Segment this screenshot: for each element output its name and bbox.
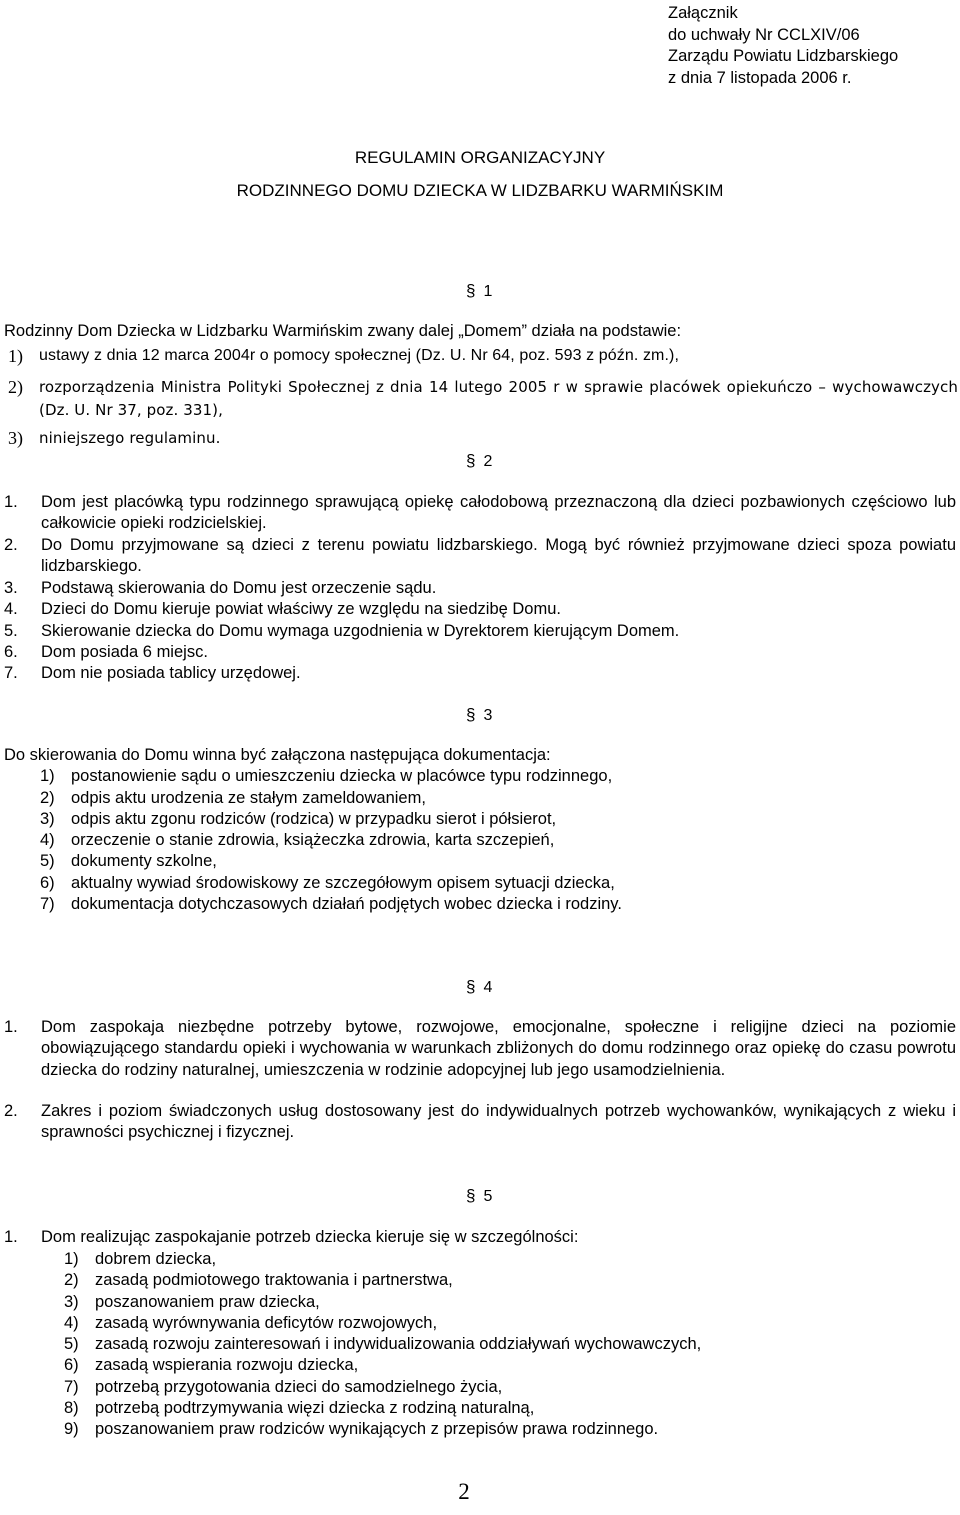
document-subtitle: RODZINNEGO DOMU DZIECKA W LIDZBARKU WARMIŃSKIM [236, 181, 724, 200]
item-number: 2. [4, 536, 18, 554]
item-number: 4) [40, 831, 55, 849]
attachment-line: Załącznik [668, 4, 738, 22]
item-text: zasadą wyrównywania deficytów rozwojowych, [95, 1314, 438, 1332]
item-number: 1) [8, 346, 23, 366]
section-symbol: § [466, 281, 476, 300]
item-text: aktualny wywiad środowiskowy ze szczegółowym opisem sytuacji dziecka, [71, 874, 615, 892]
item-text: Dzieci do Domu kieruje powiat właściwy ze względu na siedzibę Domu. [41, 600, 561, 618]
item-number: 7) [40, 895, 55, 913]
s3-item [40, 829, 940, 851]
item-number: 2) [40, 789, 55, 807]
section-number: 5 [483, 1188, 493, 1205]
item-text: dokumentacja dotychczasowych działań podjętych wobec dziecka i rodziny. [71, 895, 622, 913]
item-text: ustawy z dnia 12 marca 2004r o pomocy społecznej (Dz. U. Nr 64, poz. 593 z późn. zm.), [39, 347, 679, 364]
s5-subitem [64, 1376, 960, 1398]
item-number: 4) [64, 1314, 79, 1332]
item-text: Dom realizując zaspokajanie potrzeb dziecka kieruje się w szczególności: [41, 1228, 579, 1246]
section-symbol: § [466, 1186, 476, 1205]
item-number: 3) [8, 428, 23, 448]
document-title: REGULAMIN ORGANIZACYJNY [354, 148, 606, 167]
item-text: Skierowanie dziecka do Domu wymaga uzgodnienia w Dyrektorem kierującym Domem. [41, 622, 680, 640]
item-text: zasadą podmiotowego traktowania i partnerstwa, [95, 1271, 453, 1289]
item-number: 9) [64, 1420, 79, 1438]
item-text: orzeczenie o stanie zdrowia, książeczka zdrowia, karta szczepień, [71, 831, 555, 849]
s1-item [8, 345, 958, 367]
section-symbol: § [466, 451, 476, 470]
item-text: potrzebą podtrzymywania więzi dziecka z rodziną naturalną, [95, 1399, 535, 1417]
s4-item [4, 1017, 956, 1081]
item-number: 7. [4, 664, 18, 682]
item-text: postanowienie sądu o umieszczeniu dziecka w placówce typu rodzinnego, [71, 767, 613, 785]
item-number: 2) [64, 1271, 79, 1289]
s3-item [40, 893, 940, 915]
section-symbol: § [466, 705, 476, 724]
s3-item [40, 872, 940, 894]
s5-subitem [64, 1269, 960, 1291]
item-number: 6) [40, 874, 55, 892]
section-number: 3 [483, 707, 493, 724]
item-number: 1. [4, 1018, 18, 1036]
item-text: rozporządzenia Ministra Polityki Społecznej z dnia 14 lutego 2005 r w sprawie placówek opiekuńczo – wychowawczych (Dz. U. Nr 37, poz. 331), [39, 378, 958, 419]
item-text: dokumenty szkolne, [71, 852, 217, 870]
item-text: zasadą rozwoju zainteresowań i indywidualizowania oddziaływań wychowawczych, [95, 1335, 702, 1353]
section-symbol: § [466, 977, 476, 996]
item-number: 1. [4, 493, 18, 511]
item-number: 3) [40, 810, 55, 828]
attachment-line: do uchwały Nr CCLXIV/06 [668, 25, 860, 44]
item-text: Dom zaspokaja niezbędne potrzeby bytowe, rozwojowe, emocjonalne, społeczne i religijne dzieci na poziomie obowiązującego standardu opieki i wychowania w warunkach zbliżonych do domu rodzinnego oraz opiekę do czasu powrotu dziecka do rodziny naturalnej, umieszczenia w rodzinie adopcyjnej lub jego usamodzielnienia. [41, 1018, 956, 1079]
s5-subitem [64, 1248, 960, 1270]
item-text: Dom nie posiada tablicy urzędowej. [41, 664, 301, 682]
s2-item [4, 598, 956, 620]
item-number: 3) [64, 1293, 79, 1311]
s2-item [4, 492, 956, 534]
s3-intro: Do skierowania do Domu winna być załączona następująca dokumentacja: [4, 746, 551, 764]
s3-item [40, 765, 940, 787]
attachment-line: z dnia 7 listopada 2006 r. [668, 68, 852, 87]
item-number: 5) [40, 852, 55, 870]
section-heading-1 [466, 280, 492, 303]
s3-item [40, 808, 940, 830]
item-text: Dom jest placówką typu rodzinnego sprawującą opiekę całodobową przeznaczoną dla dzieci pozbawionych częściowo lub całkowicie opieki rodzicielskiej. [41, 493, 956, 532]
section-heading-5 [466, 1185, 492, 1208]
s5-subitem [64, 1354, 960, 1376]
s3-item [40, 787, 940, 809]
item-number: 4. [4, 600, 18, 618]
s5-item [4, 1226, 956, 1248]
item-text: dobrem dziecka, [95, 1250, 217, 1268]
s2-item [4, 535, 956, 577]
s2-item [4, 641, 956, 663]
section-number: 2 [483, 453, 493, 470]
item-text: Do Domu przyjmowane są dzieci z terenu powiatu lidzbarskiego. Mogą być również przyjmowane dzieci spoza powiatu lidzbarskiego. [41, 536, 956, 575]
s5-subitem [64, 1291, 960, 1313]
item-number: 8) [64, 1399, 79, 1417]
s1-item [8, 427, 958, 449]
item-text: odpis aktu urodzenia ze stałym zameldowaniem, [71, 789, 426, 807]
page-number: 2 [458, 1479, 470, 1504]
item-text: Dom posiada 6 miejsc. [41, 643, 208, 661]
s5-subitem [64, 1312, 960, 1334]
attachment-header [668, 3, 898, 89]
item-text: Zakres i poziom świadczonych usług dostosowany jest do indywidualnych potrzeb wychowanków, wynikających z wieku i sprawności psychicznej i fizycznej. [41, 1102, 956, 1142]
item-number: 1. [4, 1228, 18, 1246]
section-number: 4 [483, 979, 493, 996]
section-heading-4 [466, 976, 492, 999]
section-heading-2 [466, 450, 492, 473]
section-number: 1 [483, 283, 493, 300]
item-number: 7) [64, 1378, 79, 1396]
s5-subitem [64, 1333, 960, 1355]
s1-item [8, 376, 958, 422]
item-number: 2) [8, 377, 23, 397]
item-text: zasadą wspierania rozwoju dziecka, [95, 1356, 359, 1374]
s3-item [40, 850, 940, 872]
s4-item [4, 1101, 956, 1144]
s2-item [4, 577, 956, 599]
item-number: 1) [40, 767, 55, 785]
s1-intro: Rodzinny Dom Dziecka w Lidzbarku Warmińskim zwany dalej „Domem” działa na podstawie: [4, 322, 682, 340]
item-text: poszanowaniem praw rodziców wynikających z przepisów prawa rodzinnego. [95, 1420, 659, 1438]
item-number: 5. [4, 622, 18, 640]
item-text: niniejszego regulaminu. [39, 429, 221, 447]
item-text: potrzebą przygotowania dzieci do samodzielnego życia, [95, 1378, 503, 1396]
section-heading-3 [466, 704, 492, 727]
item-text: Podstawą skierowania do Domu jest orzeczenie sądu. [41, 579, 437, 597]
item-number: 1) [64, 1250, 79, 1268]
item-number: 6. [4, 643, 18, 661]
item-number: 2. [4, 1102, 18, 1120]
item-number: 6) [64, 1356, 79, 1374]
s5-subitem [64, 1397, 960, 1419]
item-number: 3. [4, 579, 18, 597]
s5-subitem [64, 1418, 960, 1440]
item-text: odpis aktu zgonu rodziców (rodzica) w przypadku sierot i półsierot, [71, 810, 557, 828]
s2-item [4, 620, 956, 642]
attachment-line: Zarządu Powiatu Lidzbarskiego [668, 47, 899, 65]
item-number: 5) [64, 1335, 79, 1353]
item-text: poszanowaniem praw dziecka, [95, 1293, 320, 1311]
s2-item [4, 662, 956, 684]
